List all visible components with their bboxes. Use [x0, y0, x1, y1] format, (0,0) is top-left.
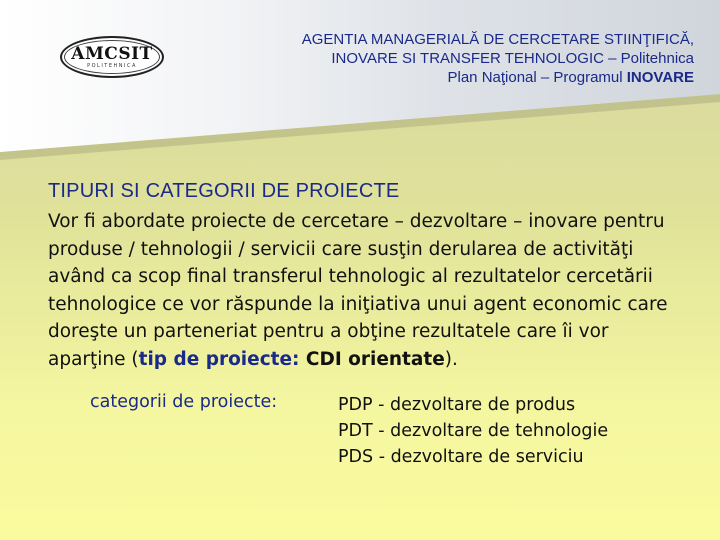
logo-subtext: POLITEHNICA [87, 63, 137, 69]
body-highlight-type: tip de proiecte [138, 348, 293, 370]
list-item: PDT - dezvoltare de tehnologie [338, 421, 609, 441]
header-text [174, 30, 694, 87]
header-line-3 [174, 68, 694, 87]
body-end: ). [444, 348, 458, 370]
body-colon: : [292, 348, 306, 370]
header-line-3-bold: INOVARE [626, 69, 694, 86]
logo-text: AMCSIT [71, 44, 153, 64]
slide-title: TIPURI SI CATEGORII DE PROIECTE [48, 180, 400, 202]
header-line-3-prefix: Plan Naţional – Programul [447, 69, 627, 86]
categories-list [338, 392, 608, 470]
body-highlight-cdi: CDI orientate [305, 348, 445, 370]
header-line-2: INOVARE SI TRANSFER TEHNOLOGIC – Politehnica [331, 50, 694, 67]
list-item: PDS - dezvoltare de serviciu [338, 447, 584, 467]
amcsit-logo [60, 36, 164, 78]
categories-label: categorii de proiecte: [90, 392, 278, 412]
body-text: Vor fi abordate proiecte de cercetare – dezvoltare – inovare pentru produse / tehnologii / servicii care susţin derularea de activităţi având ca scop final transferul tehnologic al rezultatelor cercetării tehnologice ce vor răspunde la iniţiativa unui agent economic care doreşte un parteneriat pentru a obţine rezultatele care îi vor aparţine ( [48, 211, 668, 370]
list-item: PDP - dezvoltare de produs [338, 395, 576, 415]
header-line-1: AGENTIA MANAGERIALĂ DE CERCETARE STIINŢIFICĂ, [301, 31, 694, 48]
body-paragraph [48, 208, 688, 373]
